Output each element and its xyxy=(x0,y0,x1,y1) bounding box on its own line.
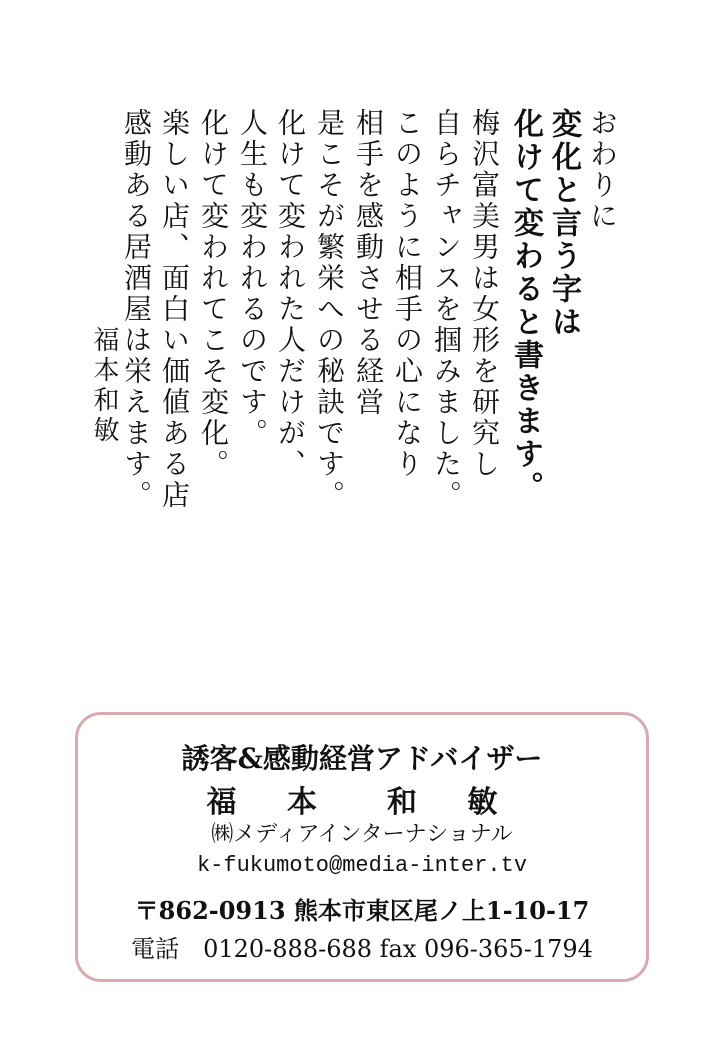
business-card xyxy=(75,712,649,982)
card-name: 福 本 和 敏 xyxy=(206,785,518,820)
message-line-12: 感動ある居酒屋は栄えます。 xyxy=(120,108,153,511)
message-line-6: 相手を感動させる経営 xyxy=(352,108,385,418)
message-line-bold-2: 化けて変わると書きます。 xyxy=(508,108,543,504)
message-line-10: 化けて変われてこそ変化。 xyxy=(197,108,230,480)
card-title: 誘客&感動経営アドバイザー xyxy=(181,742,543,775)
message-line-5: このように相手の心になり xyxy=(391,108,424,480)
card-phone: 電話 0120-888-688 fax 096-365-1794 xyxy=(131,935,593,963)
message-line-bold-1: 変化と言う字は xyxy=(546,108,581,339)
card-email: k-fukumoto@media-inter.tv xyxy=(196,853,528,878)
heading-owarini: おわりに xyxy=(586,108,619,232)
message-line-11: 楽しい店、面白い価値ある店 xyxy=(158,108,191,511)
card-address: 〒862-0913 熊本市東区尾ノ上1-10-17 xyxy=(134,896,590,925)
signature: 福本和敏 xyxy=(89,326,119,446)
message-line-4: 自らチャンスを掴みました。 xyxy=(430,108,463,511)
message-line-7: 是こそが繁栄への秘訣です。 xyxy=(313,108,346,511)
card-company: ㈱メディアインターナショナル xyxy=(211,822,513,847)
message-line-9: 人生も変われるのです。 xyxy=(236,108,269,449)
message-line-8: 化けて変われた人だけが、 xyxy=(274,108,307,480)
message-line-3: 梅沢富美男は女形を研究し xyxy=(468,108,501,480)
